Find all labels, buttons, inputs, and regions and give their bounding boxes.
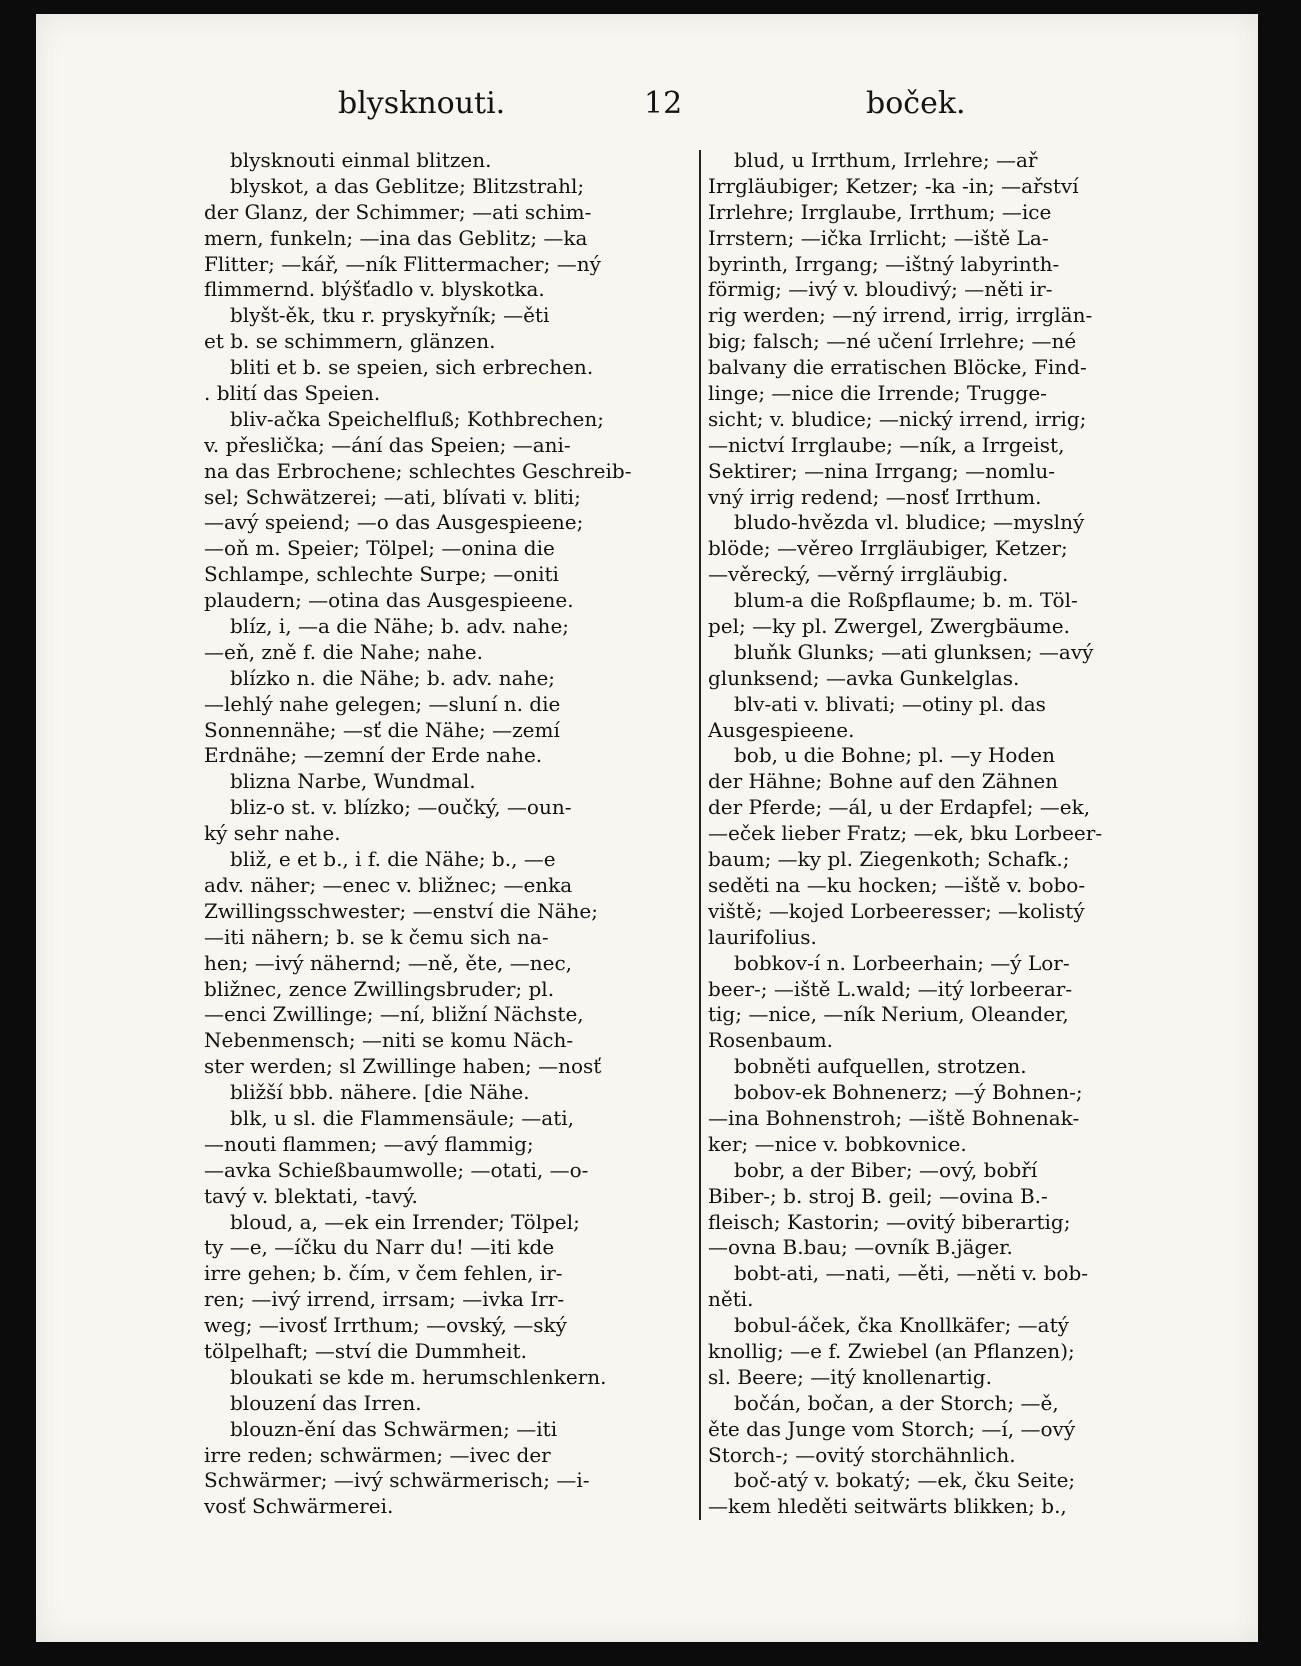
entry-line: sel; Schwätzerei; —ati, blívati v. bliti; [204, 484, 581, 509]
entry-line: —eň, zně f. die Nahe; nahe. [204, 639, 483, 664]
entry-line: hen; —ivý nähernd; —ně, ěte, —nec, [204, 950, 573, 975]
entry-line: bludo-hvězda vl. bludice; —myslný [734, 510, 1085, 535]
entry-line: bliti et b. se speien, sich erbrechen. [230, 355, 594, 380]
entry-line: et b. se schimmern, glänzen. [204, 329, 496, 354]
entry-line: bobt-ati, —nati, —ěti, —něti v. bob- [734, 1261, 1089, 1286]
entry-line: bluňk Glunks; —ati glunksen; —avý [734, 639, 1094, 664]
entry-line: boč-atý v. bokatý; —ek, čku Seite; [734, 1468, 1076, 1493]
entry-line: blud, u Irrthum, Irrlehre; —ař [734, 148, 1038, 172]
entry-line: tölpelhaft; —ství die Dummheit. [204, 1338, 527, 1363]
entry-line: blk, u sl. die Flammensäule; —ati, [230, 1105, 574, 1130]
entry-line: pel; —ky pl. Zwergel, Zwergbäume. [708, 614, 1070, 639]
header-last-word: boček. [866, 86, 966, 121]
entry-line: linge; —nice die Irrende; Trugge- [708, 381, 1047, 406]
entry-line: flimmernd. blýšťadlo v. blyskotka. [204, 277, 545, 302]
entry-line: bliv-ačka Speichelfluß; Kothbrechen; [230, 406, 605, 431]
entry-line: irre gehen; b. čím, v čem fehlen, ir- [204, 1261, 563, 1286]
entry-line: rig werden; —ný irrend, irrig, irrglän- [708, 303, 1093, 328]
entry-line: tavý v. blektati, -tavý. [204, 1183, 418, 1208]
entry-line: Irrstern; —ička Irrlicht; —iště La- [708, 225, 1049, 250]
entry-line: Schwärmer; —ivý schwärmerisch; —i- [204, 1468, 590, 1493]
entry-line: blysknouti einmal blitzen. [230, 148, 492, 172]
entry-line: něti. [708, 1287, 754, 1312]
entry-line: blyskot, a das Geblitze; Blitzstrahl; [230, 173, 585, 198]
entry-line: —avka Schießbaumwolle; —otati, —o- [204, 1157, 589, 1182]
entry-line: Schlampe, schlechte Surpe; —oniti [204, 562, 559, 587]
entry-line: adv. näher; —enec v. bližnec; —enka [204, 872, 573, 897]
entry-line: —ovna B.bau; —ovník B.jäger. [708, 1235, 1013, 1260]
entry-line: —iti nähern; b. se k čemu sich na- [204, 924, 549, 949]
entry-line: weg; —ivosť Irrthum; —ovský, —ský [204, 1313, 567, 1338]
entry-line: irre reden; schwärmen; —ivec der [204, 1442, 551, 1467]
entry-line: bobr, a der Biber; —ový, bobří [734, 1157, 1038, 1182]
entry-line: ker; —nice v. bobkovnice. [708, 1131, 967, 1156]
entry-line: bobul-áček, čka Knollkäfer; —atý [734, 1313, 1069, 1338]
entry-line: blv-ati v. blivati; —otiny pl. das [734, 691, 1046, 716]
entry-line: —avý speiend; —o das Ausgespieene; [204, 510, 584, 535]
entry-line: —ina Bohnenstroh; —iště Bohnenak- [708, 1105, 1080, 1130]
entry-line: Storch-; —ovitý storchähnlich. [708, 1442, 1016, 1467]
entry-line: Irrgläubiger; Ketzer; -ka -in; —ařství [708, 173, 1079, 198]
entry-line: v. přeslička; —ání das Speien; —ani- [204, 432, 571, 457]
entry-line: —enci Zwillinge; —ní, bližní Nächste, [204, 1002, 584, 1027]
left-column [204, 148, 692, 1520]
entry-line: bočán, bočan, a der Storch; —ě, [734, 1390, 1059, 1415]
entry-line: der Glanz, der Schimmer; —ati schim- [204, 199, 592, 224]
entry-line: bliž, e et b., i f. die Nähe; b., —e [230, 847, 556, 872]
page-header [36, 86, 1258, 136]
entry-line: Nebenmensch; —niti se komu Näch- [204, 1028, 574, 1053]
entry-line: förmig; —ivý v. bloudivý; —něti ir- [708, 277, 1053, 302]
entry-line: blízko n. die Nähe; b. adv. nahe; [230, 665, 556, 690]
entry-line: laurifolius. [708, 924, 817, 949]
page-number: 12 [644, 86, 683, 121]
right-column [708, 148, 1200, 1520]
entry-line: seděti na —ku hocken; —iště v. bobo- [708, 872, 1086, 897]
entry-line: balvany die erratischen Blöcke, Find- [708, 355, 1087, 380]
dictionary-page [36, 14, 1258, 1642]
entry-line: —věrecký, —věrný irrgläubig. [708, 562, 1009, 587]
entry-line: bobkov-í n. Lorbeerhain; —ý Lor- [734, 950, 1070, 975]
entry-line: mern, funkeln; —ina das Geblitz; —ka [204, 225, 588, 250]
entry-line: —nictví Irrglaube; —ník, a Irrgeist, [708, 432, 1065, 457]
entry-line: der Hähne; Bohne auf den Zähnen [708, 769, 1059, 794]
entry-line: Zwillingsschwester; —enství die Nähe; [204, 898, 598, 923]
entry-line: —nouti flammen; —avý flammig; [204, 1131, 534, 1156]
entry-line: ěte das Junge vom Storch; —í, —ový [708, 1416, 1076, 1441]
entry-line: tig; —nice, —ník Nerium, Oleander, [708, 1002, 1069, 1027]
entry-line: byrinth, Irrgang; —ištný labyrinth- [708, 251, 1060, 276]
entry-line: bloukati se kde m. herumschlenkern. [230, 1364, 607, 1389]
entry-line: beer-; —iště L.wald; —itý lorbeerar- [708, 976, 1073, 1001]
entry-line: viště; —kojed Lorbeeresser; —kolistý [708, 898, 1085, 923]
entry-line: blouzení das Irren. [230, 1390, 422, 1415]
entry-line: Sonnennähe; —sť die Nähe; —zemí [204, 717, 560, 742]
entry-line: Sektirer; —nina Irrgang; —nomlu- [708, 458, 1056, 483]
entry-line: —kem hleděti seitwärts blikken; b., [708, 1494, 1067, 1519]
entry-line: Erdnähe; —zemní der Erde nahe. [204, 743, 543, 768]
entry-line: na das Erbrochene; schlechtes Geschreib- [204, 458, 632, 483]
entry-line: ty —e, —íčku du Narr du! —iti kde [204, 1235, 555, 1260]
entry-line: blöde; —věreo Irrgläubiger, Ketzer; [708, 536, 1068, 561]
entry-line: glunksend; —avka Gunkelglas. [708, 665, 1020, 690]
entry-line: bob, u die Bohne; pl. —y Hoden [734, 743, 1055, 768]
entry-line: sl. Beere; —itý knollenartig. [708, 1364, 992, 1389]
entry-line: knollig; —e f. Zwiebel (an Pflanzen); [708, 1338, 1075, 1363]
entry-line: . blití das Speien. [204, 381, 381, 406]
entry-line: Rosenbaum. [708, 1028, 834, 1053]
entry-line: —eček lieber Fratz; —ek, bku Lorbeer- [708, 821, 1103, 846]
entry-line: sicht; v. bludice; —nický irrend, irrig; [708, 406, 1087, 431]
entry-line: blum-a die Roßpflaume; b. m. Töl- [734, 588, 1078, 613]
entry-line: Biber-; b. stroj B. geil; —ovina B.- [708, 1183, 1048, 1208]
entry-line: vosť Schwärmerei. [204, 1494, 394, 1519]
entry-line: big; falsch; —né učení Irrlehre; —né [708, 329, 1077, 354]
entry-line: vný irrig redend; —nosť Irrthum. [708, 484, 1042, 509]
entry-line: —oň m. Speier; Tölpel; —onina die [204, 536, 555, 561]
header-first-word: blysknouti. [338, 86, 506, 121]
entry-line: plaudern; —otina das Ausgespieene. [204, 588, 574, 613]
entry-line: Flitter; —kář, —ník Flittermacher; —ný [204, 251, 601, 276]
entry-line: Ausgespieene. [708, 717, 855, 742]
entry-line: bloud, a, —ek ein Irrender; Tölpel; [230, 1209, 580, 1234]
entry-line: Irrlehre; Irrglaube, Irrthum; —ice [708, 199, 1052, 224]
entry-line: bližší bbb. nähere. [die Nähe. [230, 1080, 530, 1105]
column-divider [699, 150, 701, 1520]
entry-line: bobov-ek Bohnenerz; —ý Bohnen-; [734, 1080, 1083, 1105]
entry-line: ren; —ivý irrend, irrsam; —ivka Irr- [204, 1287, 565, 1312]
entry-line: der Pferde; —ál, u der Erdapfel; —ek, [708, 795, 1091, 820]
entry-line: fleisch; Kastorin; —ovitý biberartig; [708, 1209, 1071, 1234]
entry-line: blíz, i, —a die Nähe; b. adv. nahe; [230, 614, 570, 639]
entry-line: baum; —ky pl. Ziegenkoth; Schafk.; [708, 847, 1070, 872]
entry-line: blyšt-ěk, tku r. pryskyřník; —ěti [230, 303, 550, 328]
entry-line: blouzn-ění das Schwärmen; —iti [230, 1416, 558, 1441]
entry-line: —lehlý nahe gelegen; —sluní n. die [204, 691, 561, 716]
entry-line: bližnec, zence Zwillingsbruder; pl. [204, 976, 555, 1001]
entry-line: bliz-o st. v. blízko; —oučký, —oun- [230, 795, 572, 820]
entry-line: blizna Narbe, Wundmal. [230, 769, 476, 794]
entry-line: ster werden; sl Zwillinge haben; —nosť [204, 1054, 602, 1079]
entry-line: bobněti aufquellen, strotzen. [734, 1054, 1027, 1079]
entry-line: ký sehr nahe. [204, 821, 341, 846]
